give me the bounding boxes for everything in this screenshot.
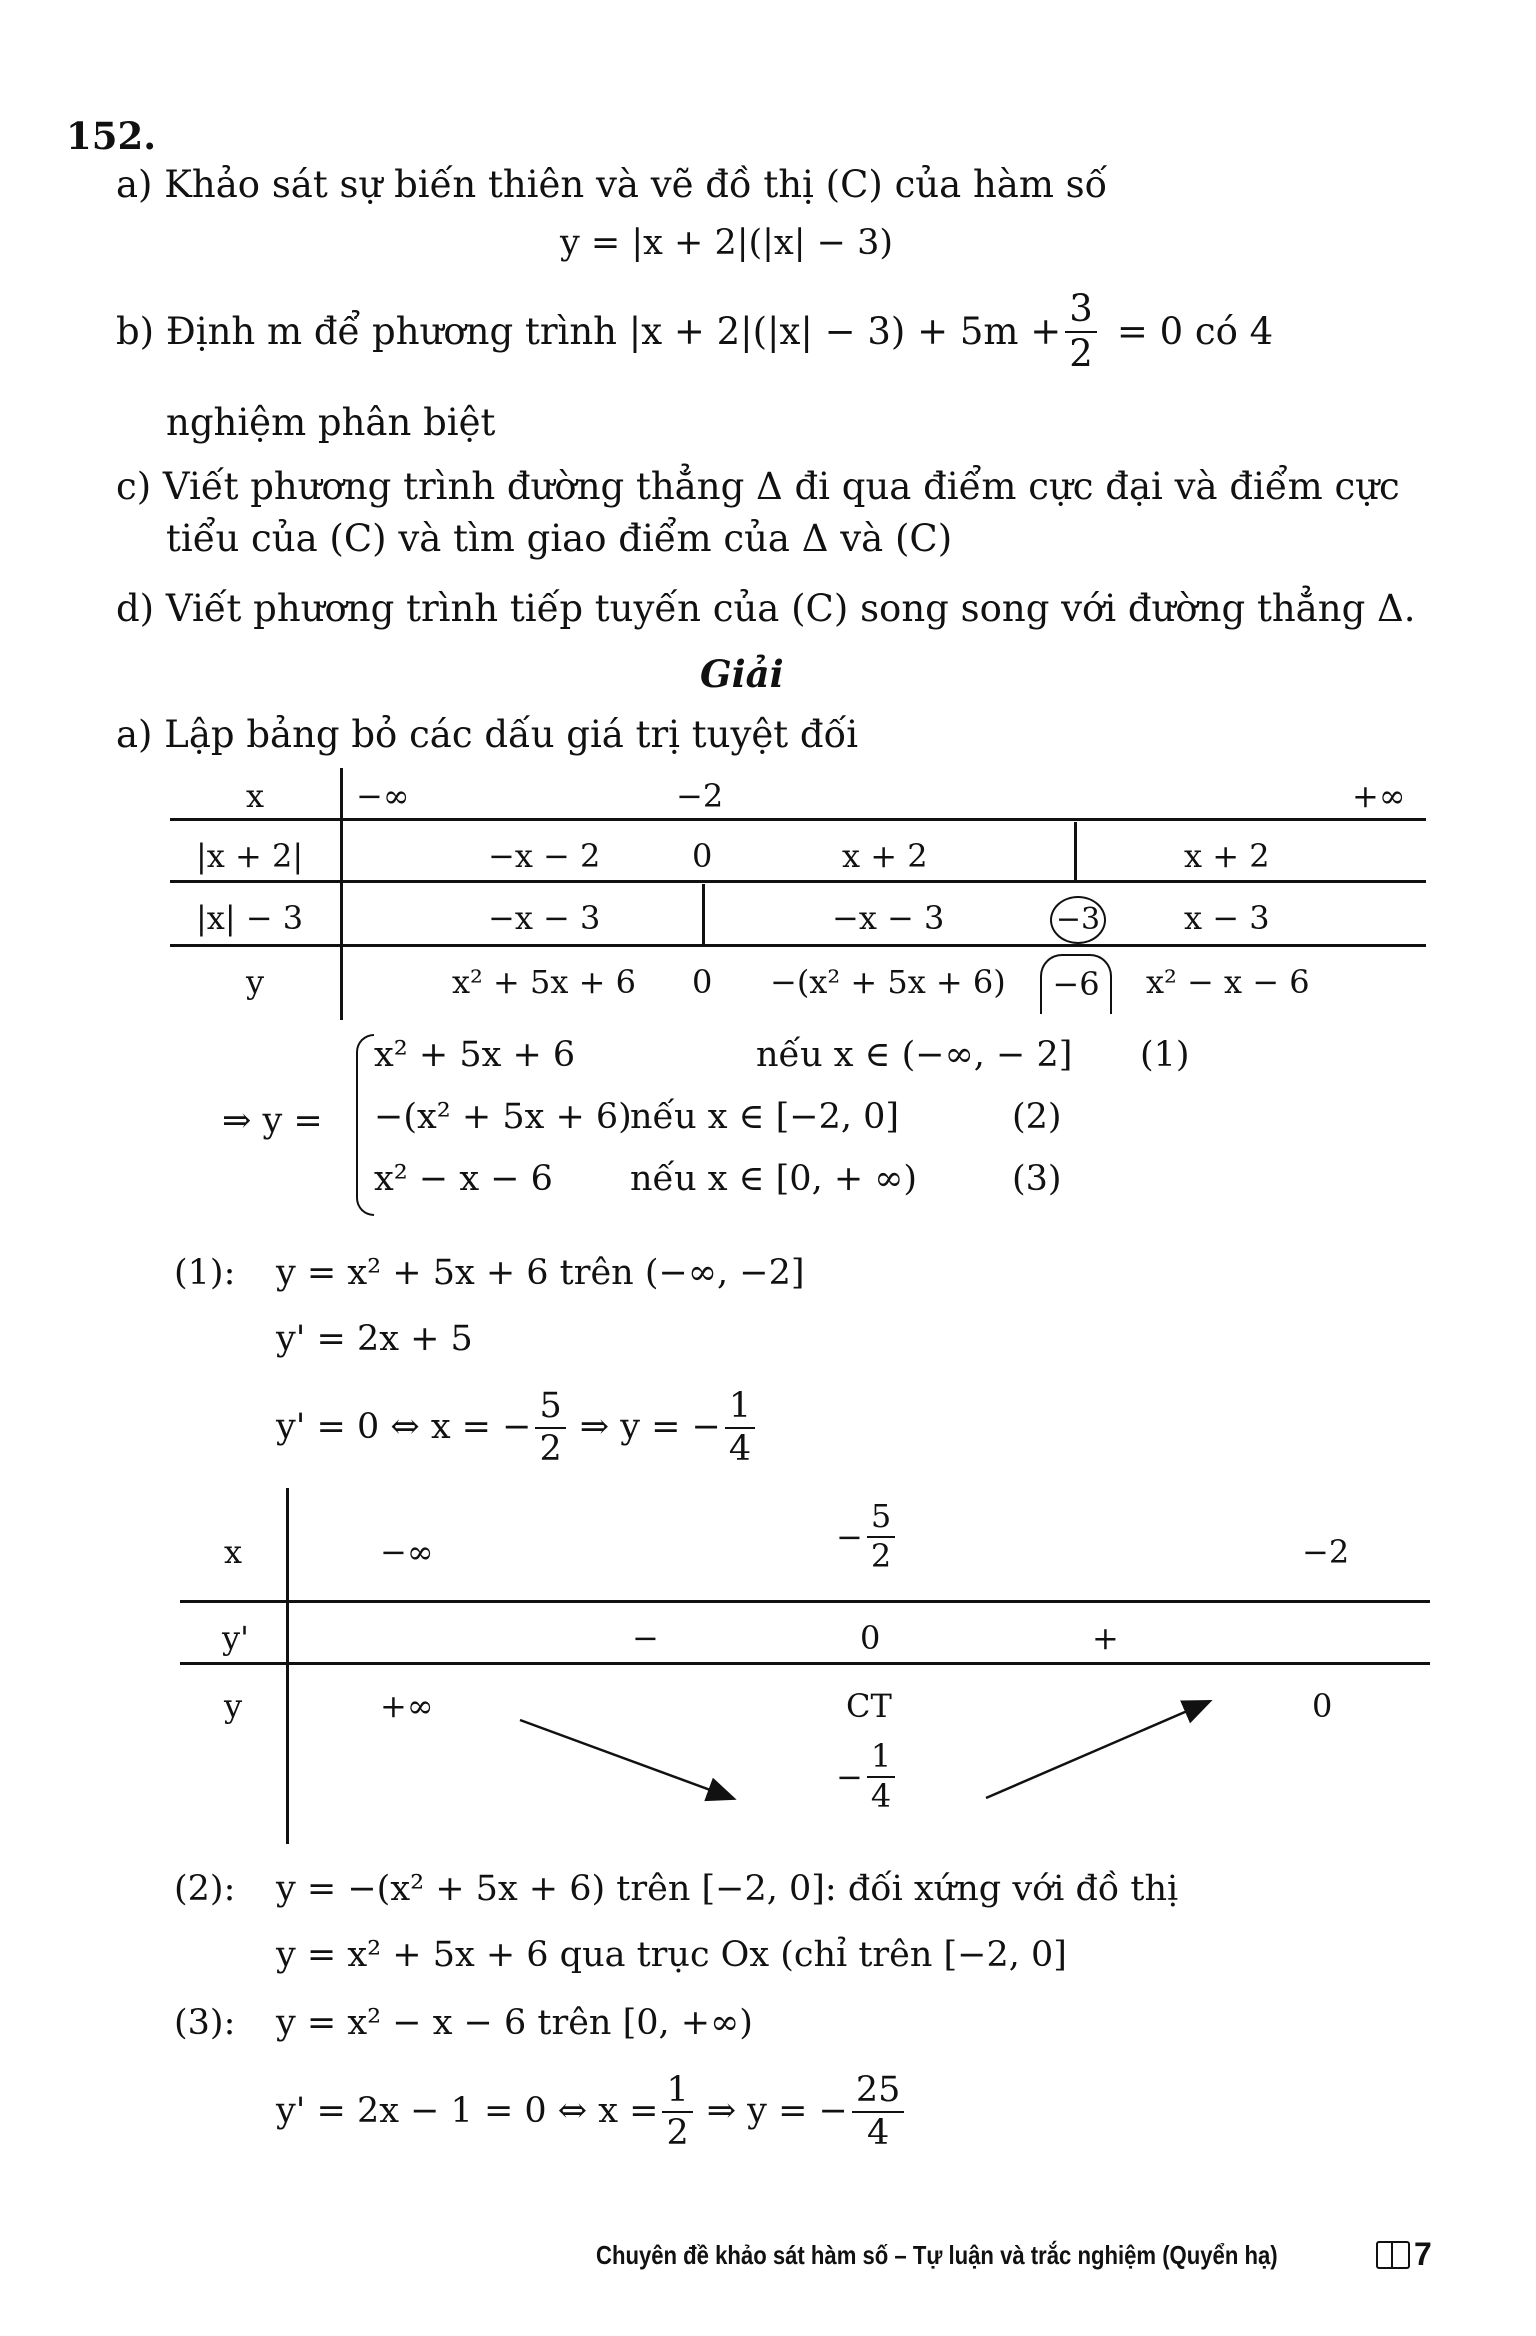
case-tag: (2) <box>1012 1097 1062 1137</box>
problem-part-a: a) Khảo sát sự biến thiên và vẽ đồ thị (C) của hàm số <box>116 163 1108 206</box>
table-cell: 0 <box>692 837 713 875</box>
critical-x <box>836 1497 899 1575</box>
part3-label: (3): <box>174 2003 236 2043</box>
table-cell: x <box>224 1533 243 1571</box>
fraction <box>535 1388 565 1468</box>
part1-line1: y = x² + 5x + 6 trên (−∞, −2] <box>276 1253 805 1293</box>
table-divider <box>170 818 1426 821</box>
table-cell: +∞ <box>1352 777 1406 815</box>
book-icon <box>1376 2241 1410 2269</box>
part1-line3-a: y' = 0 ⇔ x = − <box>276 1407 532 1448</box>
increasing-arrow-icon <box>986 1702 1208 1798</box>
fraction-numerator: 3 <box>1065 290 1097 333</box>
table-cell: 0 <box>860 1619 881 1657</box>
problem-formula: y = |x + 2|(|x| − 3) <box>560 223 893 263</box>
table-cell: |x| − 3 <box>196 899 304 937</box>
part3-line2 <box>276 2072 908 2152</box>
page-number: 7 <box>1414 2236 1432 2272</box>
problem-b-line2: nghiệm phân biệt <box>166 401 496 444</box>
case-tag: (1) <box>1140 1035 1190 1075</box>
brace-icon <box>356 1034 374 1216</box>
problem-b-end: = 0 có 4 <box>1116 310 1274 354</box>
page-footer <box>596 2240 1398 2271</box>
table-cell: −2 <box>1302 1533 1350 1571</box>
table-cell: x + 2 <box>842 837 928 875</box>
part2-line2: y = x² + 5x + 6 qua trục Ox (chỉ trên [−2, 0] <box>276 1935 1067 1975</box>
fraction-denominator: 2 <box>870 1536 892 1575</box>
fraction-numerator: 5 <box>535 1388 565 1429</box>
fraction-denominator: 2 <box>539 1428 562 1469</box>
problem-part-b <box>116 287 1274 375</box>
part2-label: (2): <box>174 1869 236 1909</box>
table-cell: x <box>246 777 265 815</box>
fraction <box>1065 287 1097 375</box>
decreasing-arrow-icon <box>520 1720 732 1798</box>
fraction <box>852 2072 905 2152</box>
table-divider <box>180 1600 1430 1603</box>
minus-sign: − <box>836 1757 863 1796</box>
footer-text: Chuyên đề khảo sát hàm số – Tự luận và trắc nghiệm (Quyển hạ) <box>596 2240 1278 2270</box>
table-divider <box>340 768 343 1020</box>
table-cell: +∞ <box>380 1687 434 1725</box>
table-divider <box>286 1488 289 1844</box>
fraction-denominator: 2 <box>666 2112 689 2153</box>
table-cell: −x − 3 <box>832 899 945 937</box>
problem-part-d: d) Viết phương trình tiếp tuyến của (C) song song với đường thẳng Δ. <box>116 587 1416 630</box>
problem-number: 152. <box>66 114 157 158</box>
problem-part-c-line1: c) Viết phương trình đường thẳng Δ đi qua điểm cực đại và điểm cực <box>116 465 1400 508</box>
fraction-numerator: 5 <box>867 1500 895 1538</box>
part1-label: (1): <box>174 1253 236 1293</box>
table-cell: y <box>246 963 265 1001</box>
table-cell: x − 3 <box>1184 899 1270 937</box>
fraction-numerator: 1 <box>662 2072 692 2113</box>
table-cell: CT <box>846 1687 892 1725</box>
part3-line2-a: y' = 2x − 1 = 0 ⇔ x = <box>276 2091 659 2132</box>
table-cell: x² + 5x + 6 <box>452 963 636 1001</box>
table-divider <box>1074 822 1077 880</box>
case-expr: x² − x − 6 <box>374 1159 553 1199</box>
table-cell: x² − x − 6 <box>1146 963 1310 1001</box>
fraction-denominator: 4 <box>870 1776 892 1815</box>
table-cell: −x − 2 <box>488 837 601 875</box>
fraction-numerator: 1 <box>867 1740 895 1778</box>
table-cell: 0 <box>1312 1687 1333 1725</box>
case-expr: x² + 5x + 6 <box>374 1035 576 1075</box>
boxed-value: −6 <box>1040 954 1112 1014</box>
table-divider <box>170 880 1426 883</box>
fraction-denominator: 4 <box>866 2112 890 2153</box>
table-cell: |x + 2| <box>196 837 304 875</box>
case-cond: nếu x ∈ [−2, 0] <box>630 1097 900 1137</box>
table-divider <box>180 1662 1430 1665</box>
table-divider <box>170 944 1426 947</box>
page-number-block <box>1376 2236 1432 2273</box>
circled-value: −3 <box>1050 896 1106 944</box>
minus-sign: − <box>836 1517 863 1556</box>
table-cell: −x − 3 <box>488 899 601 937</box>
part3-line2-b: ⇒ y = − <box>706 2091 848 2132</box>
fraction <box>867 1497 895 1575</box>
part1-line3 <box>276 1388 759 1468</box>
piecewise-prefix: ⇒ y = <box>222 1101 323 1141</box>
table-cell: −(x² + 5x + 6) <box>770 963 1006 1001</box>
part1-line2: y' = 2x + 5 <box>276 1319 473 1359</box>
fraction-numerator: 25 <box>852 2072 905 2113</box>
fraction-numerator: 1 <box>725 1388 755 1429</box>
variation-arrows <box>500 1687 1220 1820</box>
part2-line1: y = −(x² + 5x + 6) trên [−2, 0]: đối xứng với đồ thị <box>276 1869 1179 1909</box>
table-cell: + <box>1092 1619 1119 1657</box>
table-cell: y <box>224 1687 243 1725</box>
problem-b-start: b) Định m để phương trình |x + 2|(|x| − 3) + 5m + <box>116 310 1062 354</box>
problem-part-c-line2: tiểu của (C) và tìm giao điểm của Δ và (C) <box>166 517 953 560</box>
part1-line3-b: ⇒ y = − <box>579 1407 721 1448</box>
table-cell: −2 <box>676 777 724 815</box>
part3-line1: y = x² − x − 6 trên [0, +∞) <box>276 2003 753 2043</box>
table-divider <box>702 884 705 944</box>
table-cell: −∞ <box>356 777 410 815</box>
solution-title: Giải <box>700 652 784 696</box>
fraction-denominator: 4 <box>728 1428 752 1469</box>
solution-a-intro: a) Lập bảng bỏ các dấu giá trị tuyệt đối <box>116 713 859 756</box>
fraction <box>725 1388 755 1468</box>
table-cell: 0 <box>692 963 713 1001</box>
case-cond: nếu x ∈ [0, + ∞) <box>630 1159 918 1199</box>
table-cell: −∞ <box>380 1533 434 1571</box>
table-cell: x + 2 <box>1184 837 1270 875</box>
table-cell: − <box>632 1619 659 1657</box>
fraction-denominator: 2 <box>1069 331 1093 375</box>
case-expr: −(x² + 5x + 6) <box>374 1097 632 1137</box>
case-tag: (3) <box>1012 1159 1062 1199</box>
fraction <box>662 2072 692 2152</box>
case-cond: nếu x ∈ (−∞, − 2] <box>756 1035 1073 1075</box>
table-cell: y' <box>222 1619 249 1657</box>
